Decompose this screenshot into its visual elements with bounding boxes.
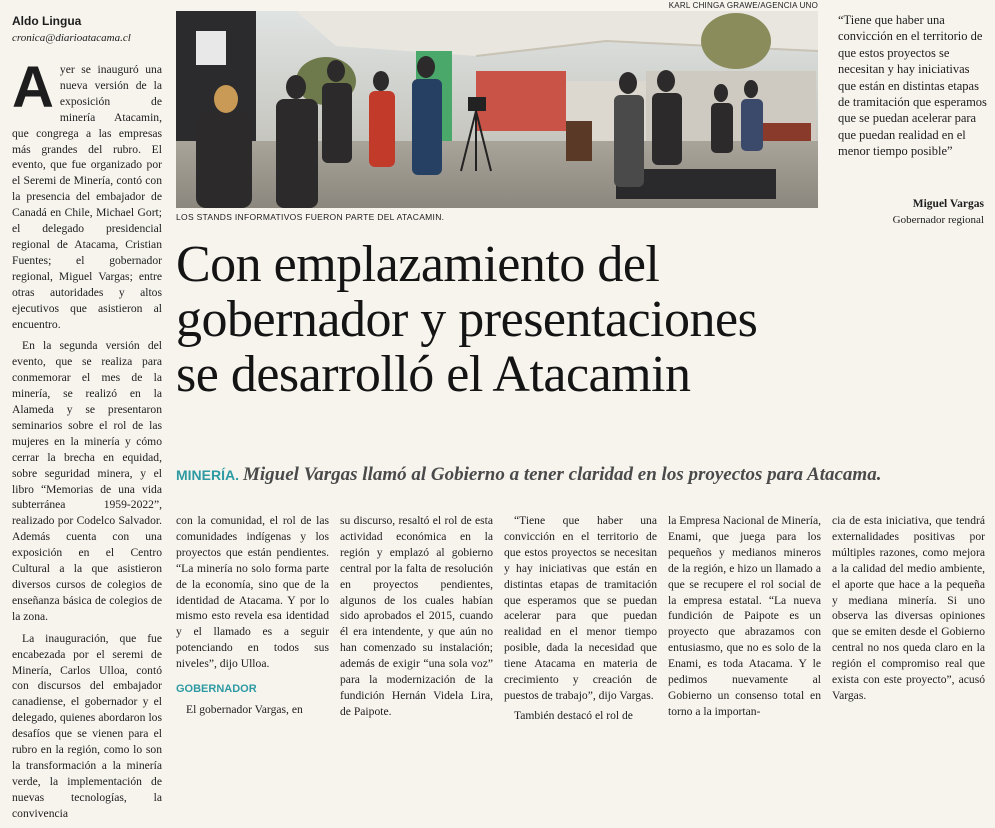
quote-attribution-role: Gobernador regional	[892, 214, 984, 226]
body-column-5	[832, 513, 985, 708]
headline-line: Con emplazamiento del	[176, 236, 660, 293]
deck-text: Miguel Vargas llamó al Gobierno a tener claridad en los proyectos para Atacama.	[243, 464, 882, 485]
event-photo	[176, 11, 818, 208]
section-kicker: MINERÍA.	[176, 467, 239, 483]
paragraph: También destacó el rol de	[514, 708, 633, 722]
body-column-2	[340, 513, 493, 724]
paragraph: El gobernador Vargas, en	[186, 702, 303, 716]
paragraph: su discurso, resaltó el rol de esta actividad económica en la región y emplazó al gobierno central por la falta de resolución en proyectos pendientes, algunos de los cuales habían sido aprobados el 2015, cuando él era intendente, y que aún no han comenzado su instalación; además de exigir “una sola voz” para la modernización de la fundición Hernán Videla Lira, de Paipote.	[340, 514, 493, 718]
paragraph: la Empresa Nacional de Minería, Enami, que juega para los pequeños y medianos mineros de la región, e hizo un llamado a que se recupere el rol social de la empresa estatal. “La nueva fundición de Paipote es un proyecto que abrazamos con entusiasmo, que no es solo de la Enami, es toda Atacama. Y le pedimos nuevamente al Gobierno un consenso total en torno a la importan-	[668, 514, 821, 718]
paragraph-text: yer se inauguró una nueva versión de la exposición de minería Atacamin, que congrega a las empresas más grandes del rubro. El evento, que fue organizado por el Seremi de Minería, contó con la presencia del embajador de Canadá en Chile, Michael Gort; el delegado presidencial regional de Atacama, Cristian Fuentes; el gobernador regional, Miguel Vargas; entre otras autoridades y altos ejecutivos que asistieron al encuentro.	[12, 63, 162, 331]
subhead-gobernador: GOBERNADOR	[176, 683, 257, 696]
photo-credit: KARL CHINGA GRAWE/AGENCIA UNO	[668, 1, 818, 10]
author-email[interactable]: cronica@diarioatacama.cl	[12, 32, 131, 44]
headline	[176, 237, 986, 402]
body-column-4	[668, 513, 821, 724]
author-name: Aldo Lingua	[12, 14, 82, 28]
intro-paragraph	[12, 55, 162, 332]
paragraph: “Tiene que haber una convicción en el territorio de que estos proyectos se necesitan y hay iniciativas que están en distintas etapas de tramitación que esperamos que se puedan acelerar para que puedan realidad en el menor tiempo posible, dada la necesidad que tiene Atacama en materia de crecimiento y creación de puestos de trabajo”, dijo Vargas.	[504, 514, 657, 702]
event-photo-illustration	[176, 11, 818, 208]
deck	[176, 464, 986, 486]
quote-attribution-name: Miguel Vargas	[912, 198, 984, 210]
paragraph: cia de esta iniciativa, que tendrá externalidades positivas por múltiples razones, como mejora a la calidad del medio ambiente, el aporte que hace a la pequeña y mediana minería. Si uno observa las diversas opiniones que se emiten desde el Gobierno central no nos queda claro en la región el compromiso real que exista con este proyecto”, acusó Vargas.	[832, 514, 985, 702]
body-column-1	[176, 513, 329, 722]
pull-quote: “Tiene que haber una convicción en el territorio de que estos proyectos se necesitan y hay iniciativas que están en distintas etapas de tramitación que esperamos que se puedan acelerar para que puedan realidad en el menor tiempo posible”	[838, 13, 987, 159]
paragraph: La inauguración, que fue encabezada por el seremi de Minería, Carlos Ulloa, contó con discursos del embajador canadiense, el gobernador y el delegado, quienes abordaron los desafíos que se vienen para el rubro en la región, como lo son la transformación a la minería verde, la implementación de nuevas tecnologías, la convivencia	[12, 631, 162, 820]
paragraph: con la comunidad, el rol de las comunidades indígenas y los proyectos que están pendientes. “La minería no solo forma parte de la economía, sino que de la identidad de Atacama. Y por lo mismo esto revela esa identidad y el llamado es a seguir potenciando en todos sus niveles”, dijo Ulloa.	[176, 514, 329, 671]
body-column-3	[504, 513, 657, 728]
headline-line: se desarrolló el Atacamin	[176, 346, 691, 403]
left-column	[12, 55, 162, 828]
paragraph: En la segunda versión del evento, que se realiza para conmemorar el mes de la minería, se realizó en la Alameda y se presentaron seminarios sobre el rol de las mujeres en la minería y cómo cerrar la brecha en equidad, sobre seguridad minera, y el libro “Memorias de una vida subterránea 1959-2022”, realizado por Codelco Salvador. Además cuenta con una exposición en el Centro Cultural a la que asistieron diversos cursos de colegios de enseñanza básica de colegios de la zona.	[12, 339, 162, 623]
headline-line: gobernador y presentaciones	[176, 291, 758, 348]
photo-caption: LOS STANDS INFORMATIVOS FUERON PARTE DEL ATACAMIN.	[176, 212, 445, 222]
dropcap: A	[12, 55, 54, 120]
